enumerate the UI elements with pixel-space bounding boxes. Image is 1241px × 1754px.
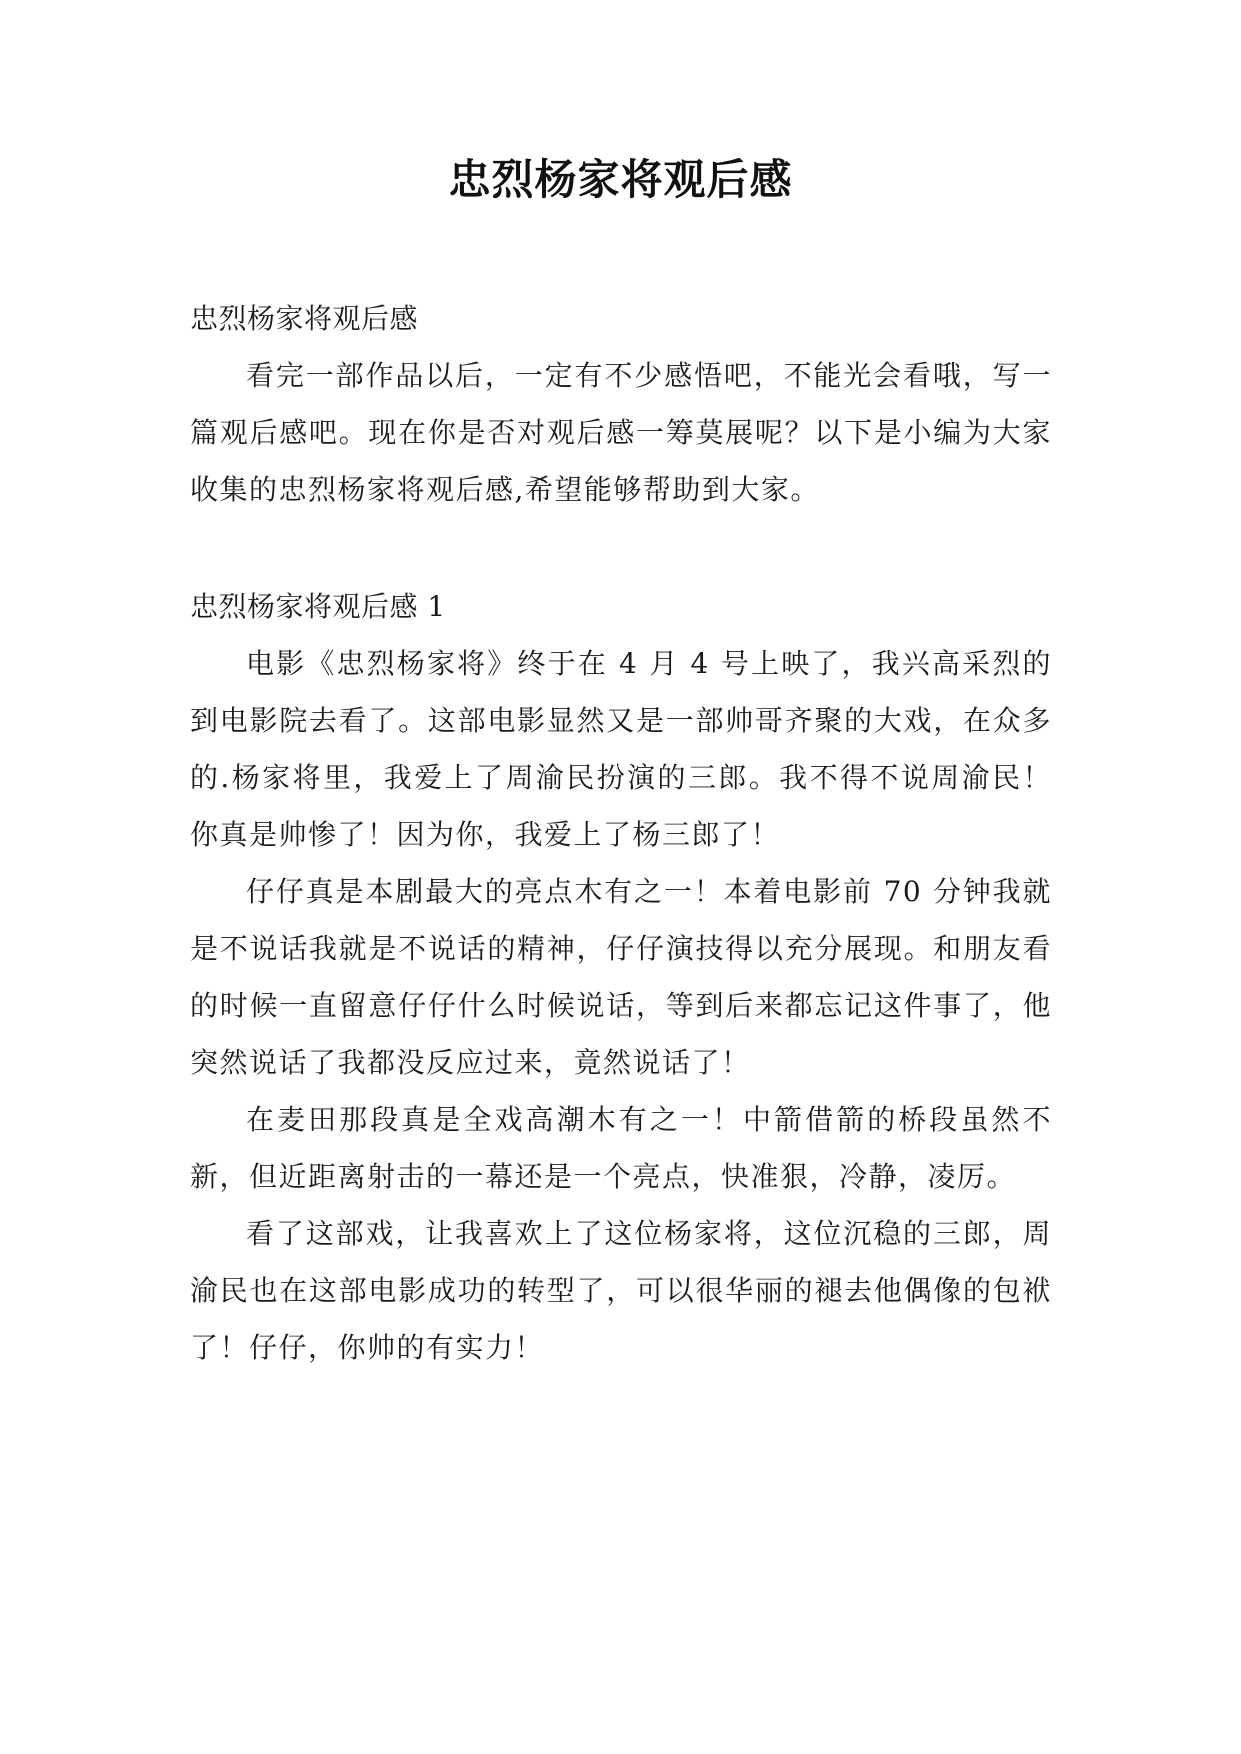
article-paragraph: 看了这部戏，让我喜欢上了这位杨家将，这位沉稳的三郎，周渝民也在这部电影成功的转型了，可以很华丽的褪去他偶像的包袱了！仔仔，你帅的有实力！	[190, 1217, 1052, 1364]
section-gap	[190, 518, 1052, 578]
intro-heading: 忠烈杨家将观后感	[190, 302, 419, 335]
document-body	[190, 290, 1052, 1376]
article-paragraph: 仔仔真是本剧最大的亮点木有之一！本着电影前 70 分钟我就是不说话我就是不说话的精神，仔仔演技得以充分展现。和朋友看的时候一直留意仔仔什么时候说话，等到后来都忘记这件事了，他突然说话了我都没反应过来，竟然说话了！	[190, 875, 1052, 1079]
document-title: 忠烈杨家将观后感	[448, 155, 793, 204]
article-paragraph: 在麦田那段真是全戏高潮木有之一！中箭借箭的桥段虽然不新，但近距离射击的一幕还是一个亮点，快准狠，冷静，凌厉。	[190, 1103, 1052, 1193]
intro-paragraph: 看完一部作品以后，一定有不少感悟吧，不能光会看哦，写一篇观后感吧。现在你是否对观后感一筹莫展呢？以下是小编为大家收集的忠烈杨家将观后感,希望能够帮助到大家。	[190, 359, 1052, 506]
article-paragraph: 电影《忠烈杨家将》终于在 4 月 4 号上映了，我兴高采烈的到电影院去看了。这部电影显然又是一部帅哥齐聚的大戏，在众多的.杨家将里，我爱上了周渝民扮演的三郎。我不得不说周渝民！你真是帅惨了！因为你，我爱上了杨三郎了！	[190, 647, 1052, 851]
article-heading: 忠烈杨家将观后感 1	[190, 590, 446, 623]
